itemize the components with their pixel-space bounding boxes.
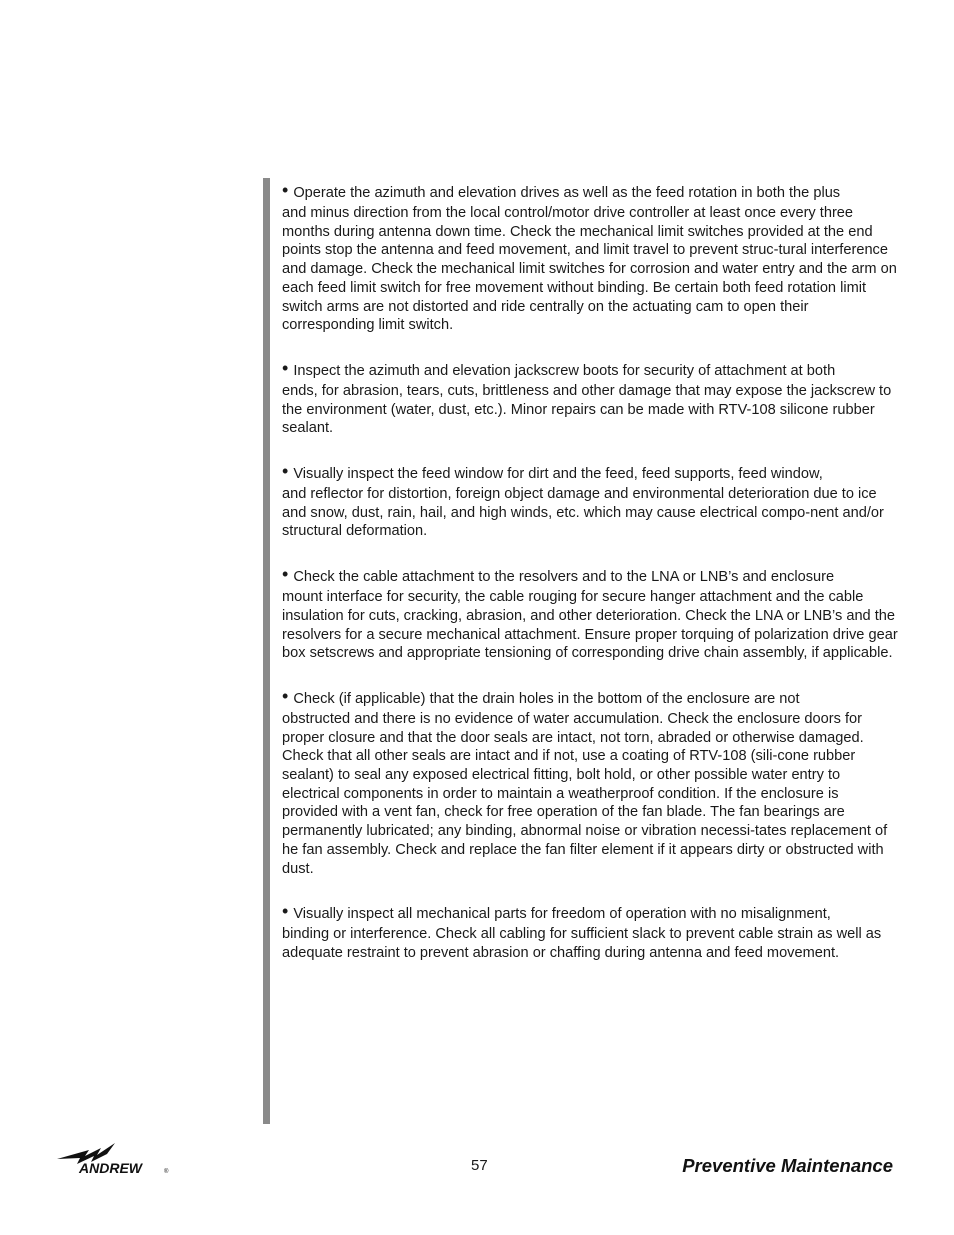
margin-rule (263, 178, 270, 1124)
main-content (282, 180, 898, 986)
bullet-icon: • (282, 180, 289, 200)
paragraph-5 (282, 686, 898, 878)
paragraph-text: ends, for abrasion, tears, cuts, brittleness and other damage that may expose the jackscrew to the environment (water, dust, etc.). Minor repairs can be made with RTV-108 silicone rubber sealant. (282, 382, 892, 437)
paragraph-first-line: Operate the azimuth and elevation drives as well as the feed rotation in both the plus (293, 185, 841, 201)
registered-mark: ® (164, 1169, 169, 1175)
paragraph-first-line: Check (if applicable) that the drain holes in the bottom of the enclosure are not (293, 690, 800, 707)
andrew-logo (55, 1140, 171, 1176)
paragraph-text: and reflector for distortion, foreign object damage and environmental deterioration due to ice and snow, dust, rain, hail, and high winds, etc. which may cause electrical compo-nent and/or structural deformation. (282, 486, 884, 540)
paragraph-first-line: Visually inspect the feed window for dirt and the feed, feed supports, feed window, (293, 466, 823, 483)
page-number: 57 (471, 1157, 488, 1174)
bullet-icon: • (282, 357, 289, 378)
bullet-icon: • (282, 461, 289, 482)
paragraph-2 (282, 358, 898, 438)
paragraph-first-line: Check the cable attachment to the resolvers and to the LNA or LNB’s and enclosure (293, 569, 835, 586)
bullet-icon: • (282, 564, 289, 585)
paragraph-text: mount interface for security, the cable rouging for secure hanger attachment and the cable insulation for cuts, cracking, abrasion, and other deterioration. Check the LNA or LNB’s and the resolvers for a secure mechanical attachment. Ensure proper torquing of polarization drive gear box setscrews and appropriate tensioning of corresponding drive chain assembly, if applicable. (282, 589, 898, 662)
paragraph-6 (282, 901, 898, 962)
paragraph-1 (282, 180, 898, 335)
section-title: Preventive Maintenance (682, 1155, 893, 1176)
paragraph-first-line: Inspect the azimuth and elevation jackscrew boots for security of attachment at both (293, 362, 836, 379)
paragraph-3 (282, 461, 898, 541)
paragraph-text: and minus direction from the local control/motor drive controller at least once every three months during antenna down time. Check the mechanical limit switches provided at the end points stop the antenna and feed movement, and limit travel to prevent struc-tural interference and damage. Check the mechanical limit switches for corrosion and water entry and the arm on each feed limit switch for free movement without binding. Be certain both feed rotation limit switch arms are not distorted and ride centrally on the actuating cam to open their corresponding limit switch. (282, 205, 897, 334)
paragraph-text: binding or interference. Check all cabling for sufficient slack to prevent cable strain as well as adequate restraint to prevent abrasion or chaffing during antenna and feed movement. (282, 926, 882, 961)
bullet-icon: • (282, 685, 289, 706)
paragraph-4 (282, 564, 898, 663)
paragraph-text: obstructed and there is no evidence of water accumulation. Check the enclosure doors for proper closure and that the door seals are intact, not torn, abraded or otherwise damaged. Check that all other seals are intact and if not, use a coating of RTV-108 (sili-cone rubber sealant) to seal any exposed electrical fitting, bolt hold, or other possible water entry to electrical components in order to maintain a weatherproof condition. If the enclosure is provided with a vent fan, check for free operation of the fan blade. The fan bearings are permanently lubricated; any binding, abnormal noise or vibration necessi-tates replacement of he fan assembly. Check and replace the fan filter element if it appears dirty or obstructed with dust. (282, 710, 888, 877)
bullet-icon: • (282, 901, 289, 922)
logo-wordmark: ANDREW (79, 1160, 142, 1176)
paragraph-first-line: Visually inspect all mechanical parts for freedom of operation with no misalignment, (293, 906, 831, 923)
